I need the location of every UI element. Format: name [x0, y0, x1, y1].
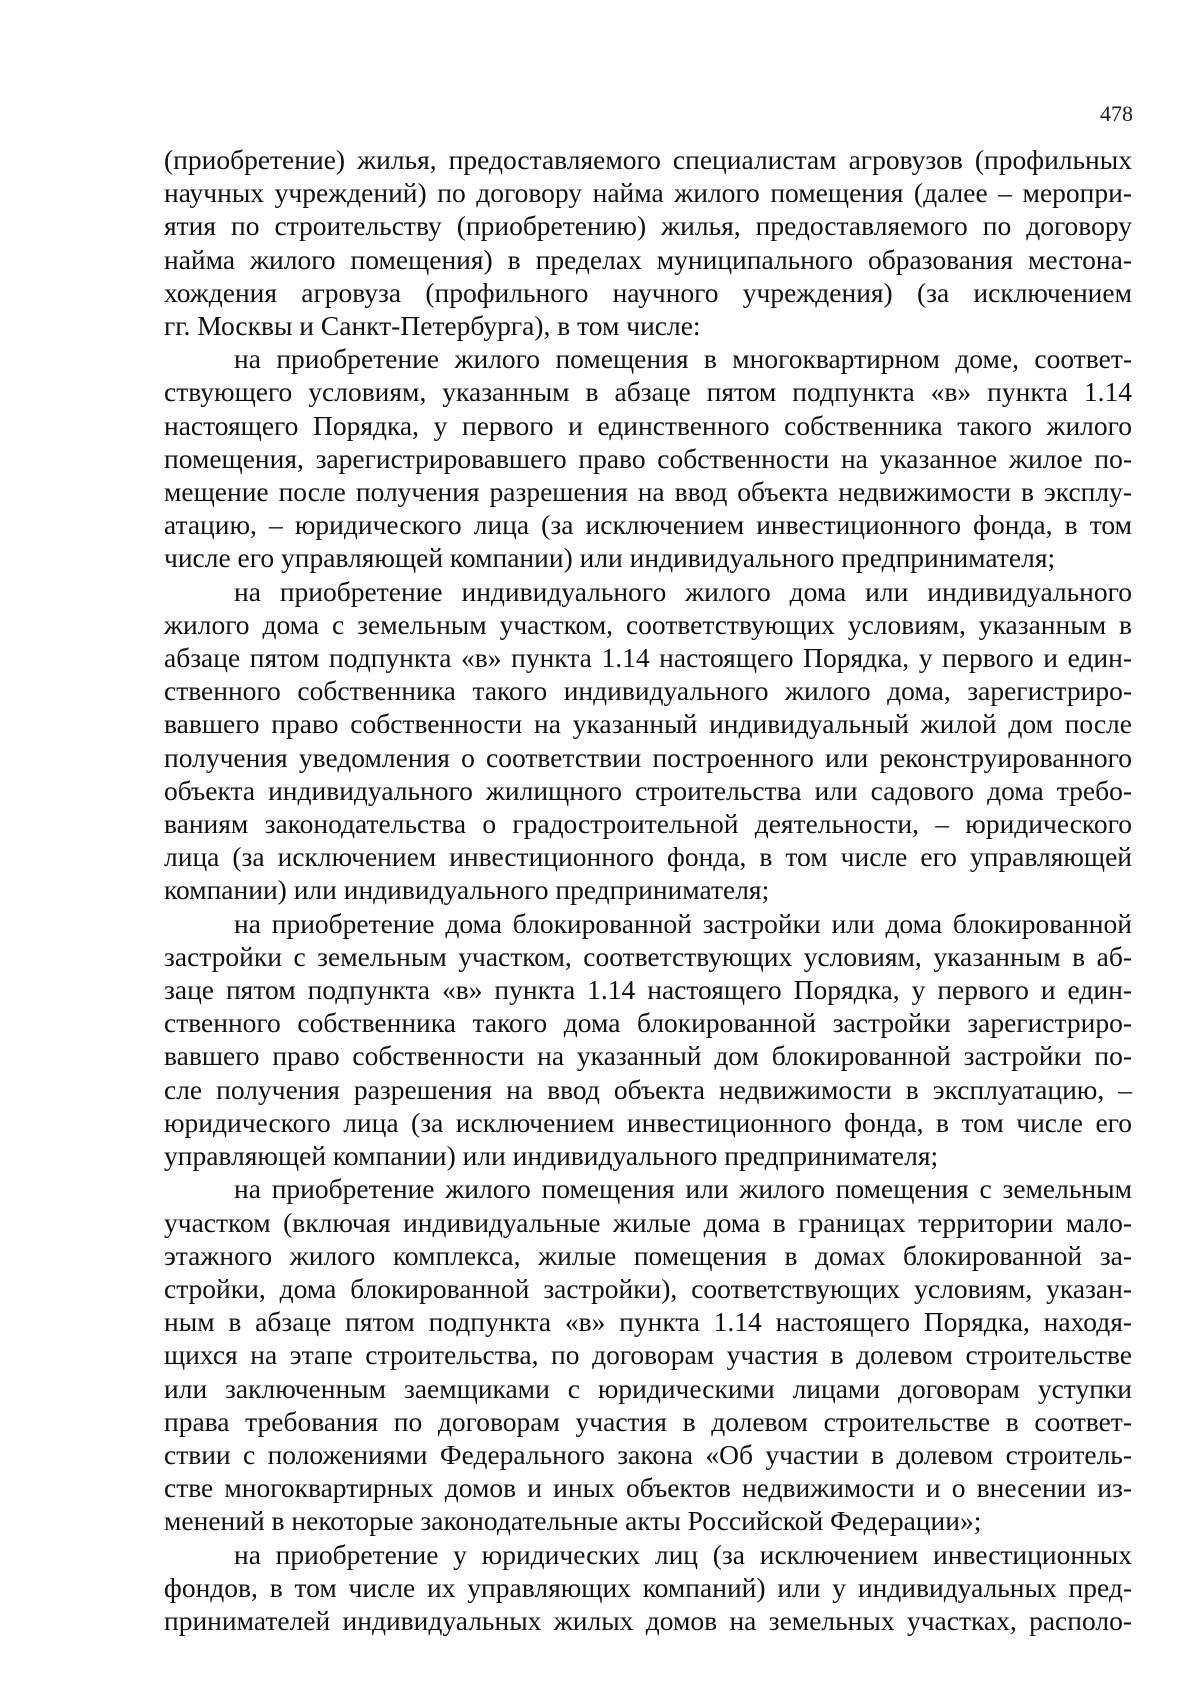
text-line: ственного собственника такого дома блокированной застройки зарегистриро- — [164, 1007, 1132, 1039]
paragraph — [164, 907, 1132, 1173]
text-line: на приобретение жилого помещения или жилого помещения с земельным — [234, 1173, 1132, 1205]
text-line: сле получения разрешения на ввод объекта недвижимости в эксплуатацию, – — [164, 1073, 1132, 1105]
text-line: на приобретение индивидуального жилого дома или индивидуального — [234, 575, 1132, 607]
text-line: участком (включая индивидуальные жилые дома в границах территории мало- — [164, 1206, 1132, 1238]
text-line: атацию, – юридического лица (за исключением инвестиционного фонда, в том — [164, 509, 1132, 541]
text-line: вавшего право собственности на указанный индивидуальный жилой дом после — [164, 708, 1132, 740]
text-line: абзаце пятом подпункта «в» пункта 1.14 настоящего Порядка, у первого и един- — [164, 642, 1132, 674]
text-line: числе его управляющей компании) или индивидуального предпринимателя; — [164, 542, 1056, 574]
text-line: менений в некоторые законодательные акты Российской Федерации»; — [164, 1505, 982, 1537]
text-line: права требования по договорам участия в долевом строительстве в соответ- — [164, 1405, 1132, 1437]
text-line: стройки, дома блокированной застройки), соответствующих условиям, указан- — [164, 1272, 1132, 1304]
paragraph — [164, 342, 1132, 574]
document-body — [164, 143, 1132, 1637]
text-line: стве многоквартирных домов и иных объектов недвижимости и о внесении из- — [164, 1472, 1132, 1504]
text-line: фондов, в том числе их управляющих компаний) или у индивидуальных пред- — [164, 1571, 1132, 1603]
text-line: помещения, зарегистрировавшего право собственности на указанное жилое по- — [164, 442, 1132, 474]
text-line: ствии с положениями Федерального закона «Об участии в долевом строитель- — [164, 1438, 1132, 1470]
text-line: найма жилого помещения) в пределах муниципального образования местона- — [164, 243, 1132, 275]
text-line: ственного собственника такого индивидуального жилого дома, зарегистриро- — [164, 675, 1132, 707]
text-line: ствующего условиям, указанным в абзаце пятом подпункта «в» пункта 1.14 — [164, 376, 1132, 408]
text-line: на приобретение жилого помещения в многоквартирном доме, соответ- — [234, 343, 1132, 375]
text-line: гг. Москвы и Санкт-Петербурга), в том числе: — [164, 310, 701, 342]
text-line: ятия по строительству (приобретению) жилья, предоставляемого по договору — [164, 210, 1132, 242]
text-line: принимателей индивидуальных жилых домов на земельных участках, располо- — [164, 1604, 1132, 1636]
text-line: этажного жилого комплекса, жилые помещения в домах блокированной за- — [164, 1239, 1132, 1271]
page-number: 478 — [1100, 101, 1133, 126]
text-line: на приобретение дома блокированной застройки или дома блокированной — [234, 907, 1132, 939]
paragraph — [164, 1538, 1132, 1638]
text-line: получения уведомления о соответствии построенного или реконструированного — [164, 741, 1132, 773]
text-line: хождения агровуза (профильного научного учреждения) (за исключением — [164, 276, 1132, 308]
text-line: мещение после получения разрешения на ввод объекта недвижимости в эксплу- — [164, 476, 1132, 508]
text-line: ным в абзаце пятом подпункта «в» пункта 1.14 настоящего Порядка, находя- — [164, 1306, 1132, 1338]
text-line: лица (за исключением инвестиционного фонда, в том числе его управляющей — [164, 841, 1132, 873]
text-line: управляющей компании) или индивидуального предпринимателя; — [164, 1140, 939, 1172]
text-line: компании) или индивидуального предпринимателя; — [164, 874, 770, 906]
text-line: научных учреждений) по договору найма жилого помещения (далее – меропри- — [164, 177, 1132, 209]
text-line: застройки с земельным участком, соответствующих условиям, указанным в аб- — [164, 940, 1132, 972]
paragraph — [164, 143, 1132, 342]
text-line: на приобретение у юридических лиц (за исключением инвестиционных — [234, 1538, 1132, 1570]
text-line: вавшего право собственности на указанный дом блокированной застройки по- — [164, 1040, 1132, 1072]
text-line: объекта индивидуального жилищного строительства или садового дома требо- — [164, 774, 1132, 806]
text-line: юридического лица (за исключением инвестиционного фонда, в том числе его — [164, 1106, 1132, 1138]
text-line: щихся на этапе строительства, по договорам участия в долевом строительстве — [164, 1339, 1132, 1371]
paragraph — [164, 1172, 1132, 1537]
text-line: (приобретение) жилья, предоставляемого специалистам агровузов (профильных — [164, 144, 1132, 175]
text-line: ваниям законодательства о градостроительной деятельности, – юридического — [164, 808, 1132, 840]
text-line: заце пятом подпункта «в» пункта 1.14 настоящего Порядка, у первого и един- — [164, 974, 1132, 1006]
paragraph — [164, 575, 1132, 907]
text-line: или заключенным заемщиками с юридическими лицами договорам уступки — [164, 1372, 1132, 1404]
text-line: настоящего Порядка, у первого и единственного собственника такого жилого — [164, 409, 1132, 441]
text-line: жилого дома с земельным участком, соответствующих условиям, указанным в — [164, 608, 1132, 640]
